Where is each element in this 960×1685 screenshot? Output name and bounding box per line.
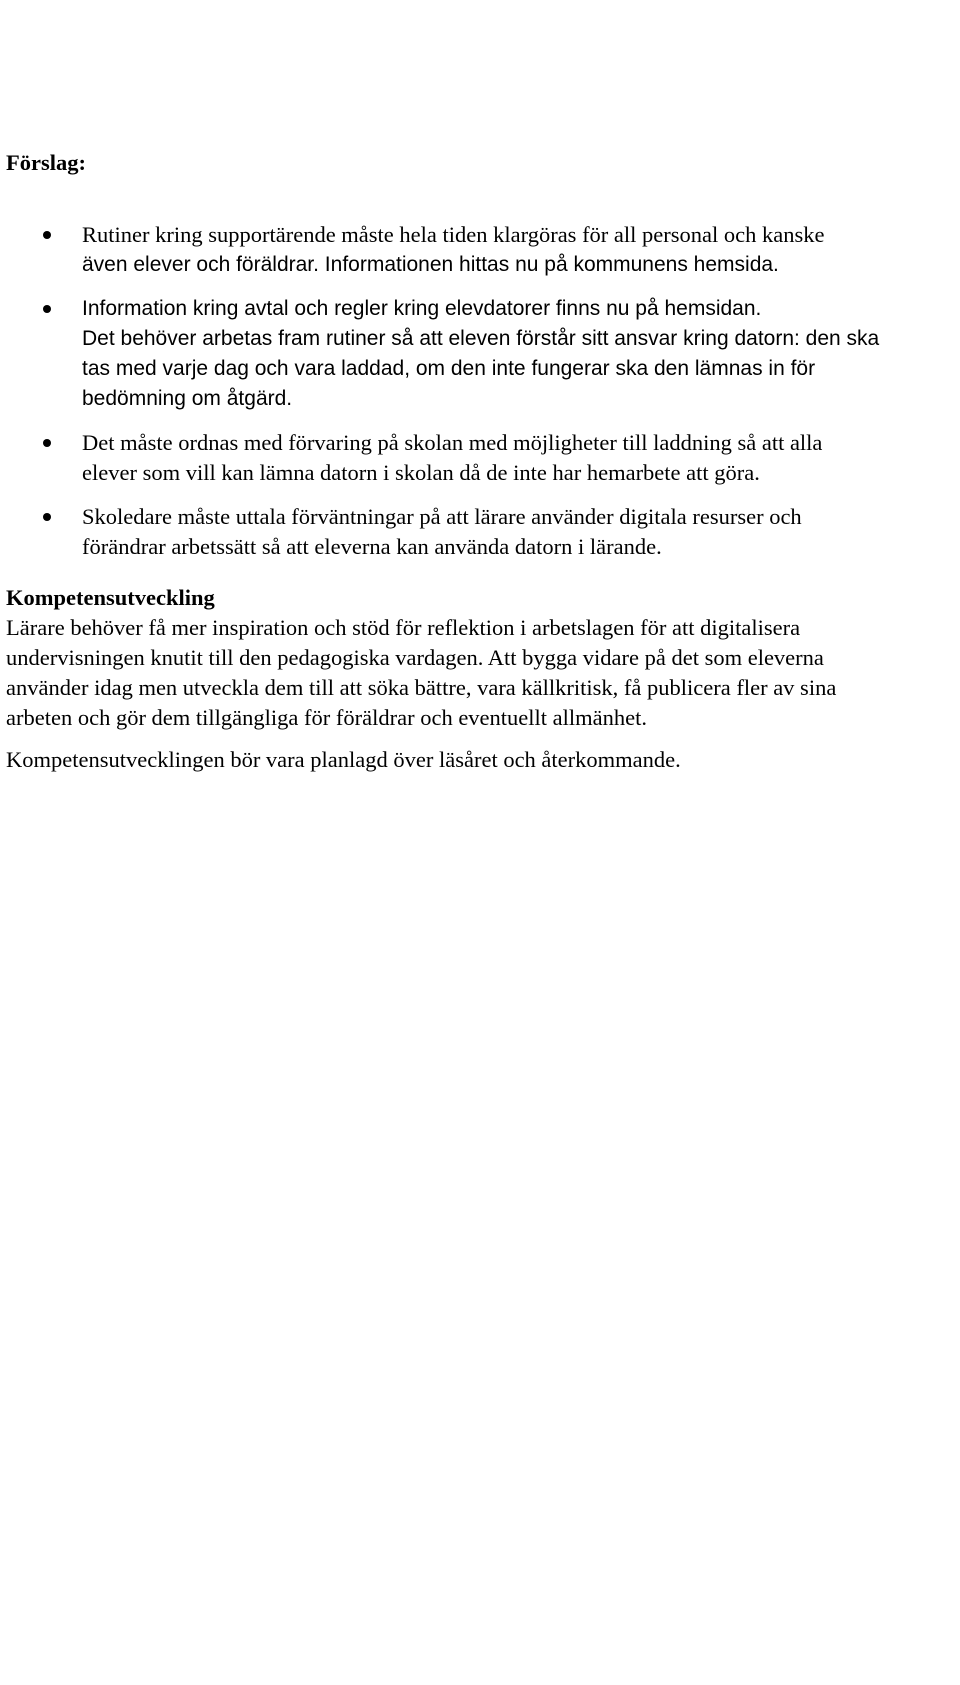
list-item-text (82, 294, 956, 414)
list-item-line: tas med varje dag och vara laddad, om den inte fungerar ska den lämnas in för (82, 357, 816, 380)
list-item-line: Det måste ordnas med förvaring på skolan med möjligheter till laddning så att alla (82, 430, 823, 455)
list-item (0, 428, 960, 488)
list-item-line: Rutiner kring supportärende måste hela tiden klargöras för all personal och kanske (82, 222, 825, 247)
list-item-line: även elever och föräldrar. Informationen hittas nu på kommunens hemsida. (82, 253, 779, 276)
body-line: arbeten och gör dem tillgängliga för föräldrar och eventuellt allmänhet. (6, 705, 647, 730)
list-item-line: Information kring avtal och regler kring elevdatorer finns nu på hemsidan. (82, 297, 762, 320)
list-item-text (82, 428, 956, 488)
list-item-line: bedömning om åtgärd. (82, 387, 293, 410)
bullet-icon (43, 513, 51, 521)
list-item (0, 294, 960, 414)
body-line: undervisningen knutit till den pedagogiska vardagen. Att bygga vidare på det som eleverna (6, 645, 824, 670)
list-item-text (82, 220, 956, 280)
section-heading: Kompetensutveckling (6, 585, 215, 610)
body-line: Lärare behöver få mer inspiration och stöd för reflektion i arbetslagen för att digitalisera (6, 615, 801, 640)
bullet-icon (43, 439, 51, 447)
body-line: använder idag men utveckla dem till att söka bättre, vara källkritisk, få publicera fler av sina (6, 675, 837, 700)
list-item-line: Skoledare måste uttala förväntningar på att lärare använder digitala resurser och (82, 504, 802, 529)
proposal-list (0, 220, 960, 570)
heading-forslag: Förslag: (6, 150, 86, 175)
list-item (0, 502, 960, 562)
section-body (6, 613, 956, 733)
list-item-line: elever som vill kan lämna datorn i skolan då de inte har hemarbete att göra. (82, 460, 760, 485)
list-item-line: förändrar arbetssätt så att eleverna kan använda datorn i lärande. (82, 534, 662, 559)
list-item (0, 220, 960, 280)
bullet-icon (43, 231, 51, 239)
bullet-icon (43, 305, 51, 313)
competence-section (6, 583, 956, 775)
list-item-text (82, 502, 956, 562)
list-item-line: Det behöver arbetas fram rutiner så att eleven förstår sitt ansvar kring datorn: den ska (82, 327, 880, 350)
closing-paragraph: Kompetensutvecklingen bör vara planlagd över läsåret och återkommande. (6, 747, 681, 772)
